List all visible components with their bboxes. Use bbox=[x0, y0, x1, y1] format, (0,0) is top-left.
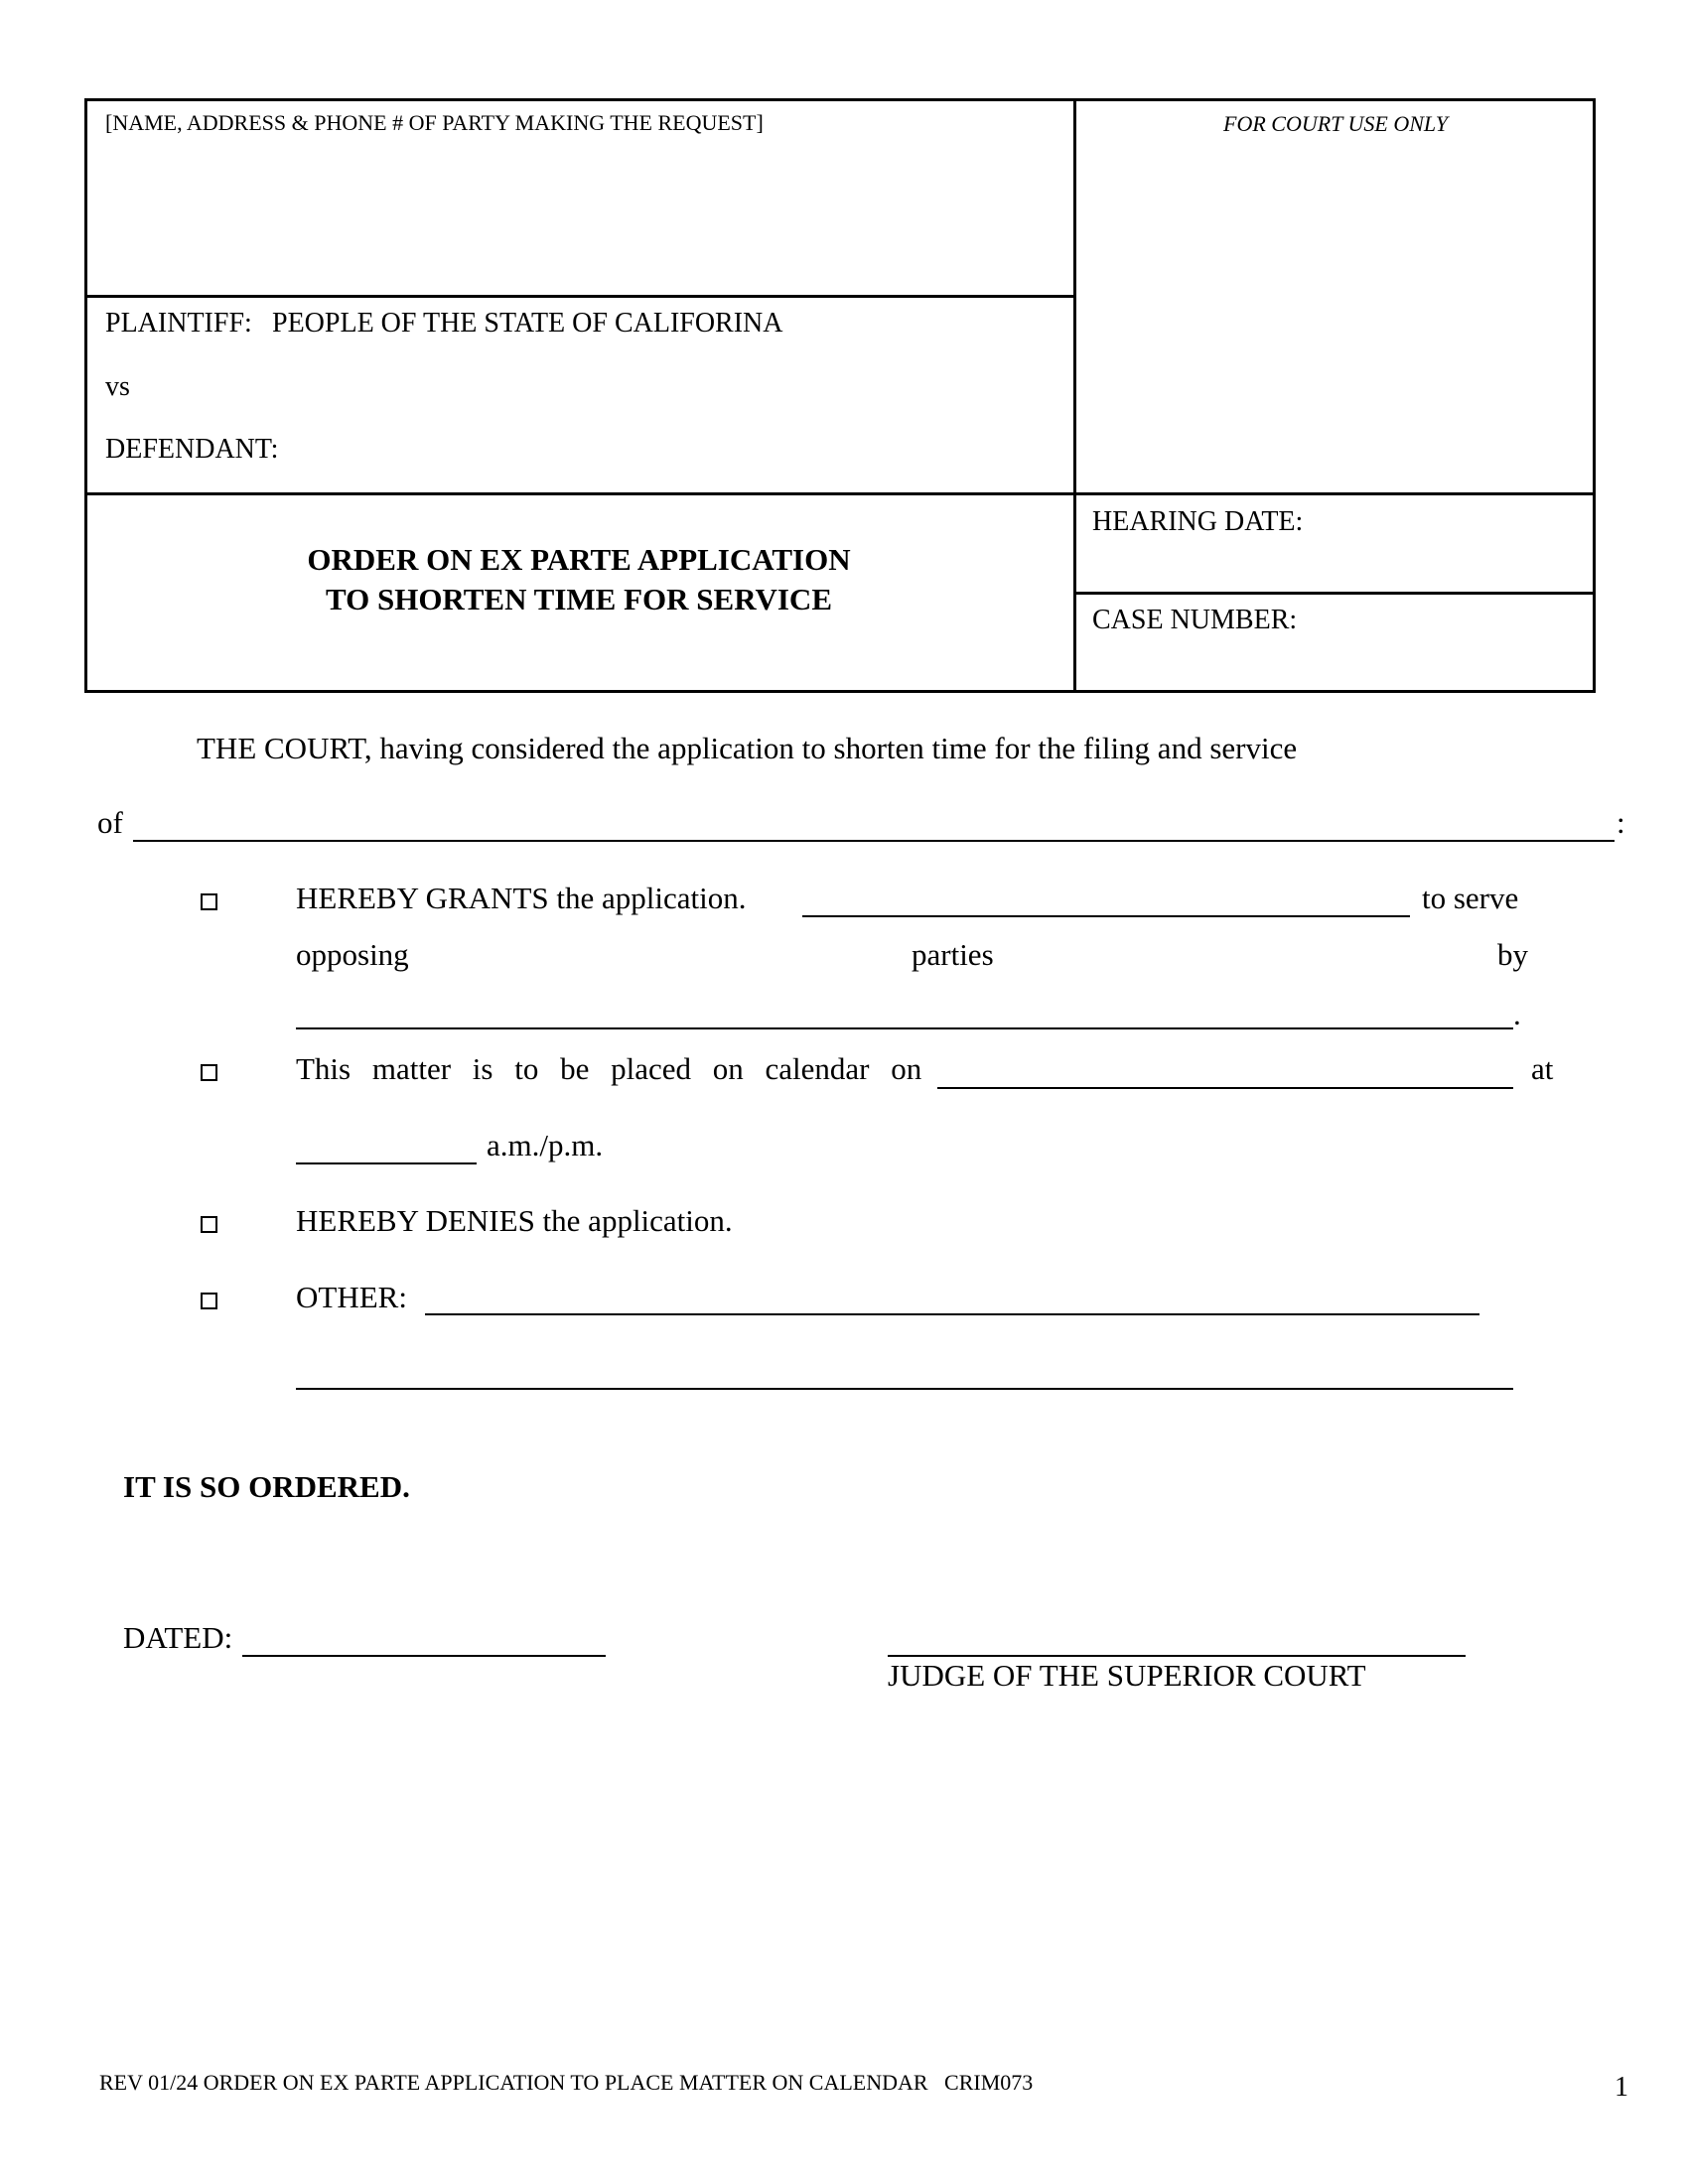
of-colon: : bbox=[1617, 805, 1625, 840]
service-method-line bbox=[296, 1027, 1513, 1029]
to-serve-text: to serve bbox=[1422, 881, 1519, 915]
defendant-label: DEFENDANT: bbox=[105, 434, 279, 465]
form-footer-id: REV 01/24 ORDER ON EX PARTE APPLICATION TO PLACE MATTER ON CALENDAR CRIM073 bbox=[99, 2070, 1034, 2095]
party-info-field[interactable] bbox=[99, 141, 1061, 289]
other-label: OTHER: bbox=[296, 1280, 407, 1314]
so-ordered-text: IT IS SO ORDERED. bbox=[123, 1469, 410, 1504]
calendar-time-field[interactable] bbox=[298, 1127, 479, 1162]
grant-party-field[interactable] bbox=[804, 880, 1412, 915]
other-line-1 bbox=[425, 1313, 1479, 1315]
calendar-date-line bbox=[937, 1087, 1513, 1089]
service-method-period: . bbox=[1513, 997, 1521, 1031]
hearing-date-field[interactable] bbox=[1092, 544, 1583, 580]
court-use-label: FOR COURT USE ONLY bbox=[1223, 111, 1448, 136]
other-checkbox[interactable] bbox=[201, 1293, 217, 1309]
opposing-text: opposing bbox=[296, 937, 409, 972]
deny-checkbox[interactable] bbox=[201, 1216, 217, 1233]
caption-divider-hearing bbox=[1073, 592, 1596, 595]
defendant-field[interactable] bbox=[288, 431, 1056, 467]
deny-text: HEREBY DENIES the application. bbox=[296, 1203, 733, 1238]
by-text: by bbox=[1497, 937, 1528, 972]
page-number: 1 bbox=[1615, 2072, 1628, 2103]
other-field-2[interactable] bbox=[298, 1352, 1515, 1388]
calendar-checkbox[interactable] bbox=[201, 1064, 217, 1081]
calendar-time-line bbox=[296, 1162, 477, 1164]
service-method-field[interactable] bbox=[298, 992, 1515, 1027]
case-number-field[interactable] bbox=[1092, 643, 1583, 679]
other-line-2 bbox=[296, 1388, 1513, 1390]
grant-checkbox[interactable] bbox=[201, 893, 217, 910]
form-title-line-1: ORDER ON EX PARTE APPLICATION bbox=[307, 542, 851, 577]
grant-text: HEREBY GRANTS the application. bbox=[296, 881, 747, 915]
party-info-label: [NAME, ADDRESS & PHONE # OF PARTY MAKING THE REQUEST] bbox=[105, 110, 764, 135]
calendar-date-field[interactable] bbox=[939, 1051, 1515, 1087]
form-title-line-2: TO SHORTEN TIME FOR SERVICE bbox=[325, 582, 833, 616]
plaintiff-label: PLAINTIFF: bbox=[105, 308, 252, 339]
hearing-date-label: HEARING DATE: bbox=[1092, 506, 1304, 537]
judge-signature-field[interactable] bbox=[890, 1619, 1468, 1655]
other-field-1[interactable] bbox=[427, 1278, 1481, 1313]
caption-divider-title bbox=[84, 492, 1596, 495]
of-document-field[interactable] bbox=[135, 804, 1617, 840]
calendar-text: This matter is to be placed on calendar on bbox=[296, 1051, 922, 1086]
plaintiff-value: PEOPLE OF THE STATE OF CALIFORINA bbox=[272, 308, 783, 339]
intro-text: THE COURT, having considered the application to shorten time for the filing and service bbox=[197, 731, 1298, 765]
case-number-label: CASE NUMBER: bbox=[1092, 605, 1298, 635]
caption-divider-party bbox=[84, 295, 1075, 298]
parties-text: parties bbox=[912, 937, 994, 972]
judge-signature-line bbox=[888, 1655, 1466, 1657]
of-document-line bbox=[133, 840, 1615, 842]
versus-label: vs bbox=[105, 371, 130, 402]
dated-field[interactable] bbox=[244, 1619, 608, 1655]
dated-label: DATED: bbox=[123, 1620, 233, 1655]
caption-divider-vertical bbox=[1073, 98, 1076, 693]
judge-label: JUDGE OF THE SUPERIOR COURT bbox=[888, 1658, 1366, 1693]
ampm-text: a.m./p.m. bbox=[487, 1128, 604, 1162]
dated-line bbox=[242, 1655, 606, 1657]
of-label: of bbox=[97, 805, 123, 840]
grant-party-line bbox=[802, 915, 1410, 917]
at-text: at bbox=[1531, 1051, 1554, 1086]
